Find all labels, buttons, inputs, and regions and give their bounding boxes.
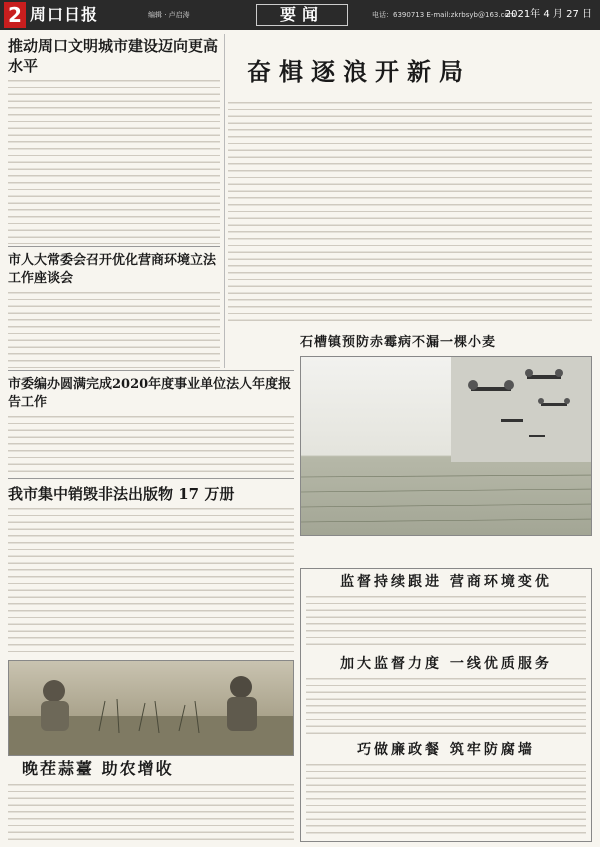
service-title: 加大监督力度 一线优质服务 — [340, 656, 552, 672]
drone-illustration — [301, 357, 592, 536]
garlic-harvest-photo — [8, 660, 294, 756]
page-number: 2 — [4, 2, 26, 28]
article-body — [8, 78, 220, 244]
edition-meta: 编辑 · 卢启涛 — [148, 11, 190, 19]
article-npc-seminar — [8, 250, 220, 368]
integrity-title: 巧做廉政餐 筑牢防腐墙 — [357, 742, 535, 758]
garlic-title: 晚茬蒜薹 助农增收 — [22, 759, 174, 778]
drone-spraying-photo — [300, 356, 592, 536]
article-title: 市人大常委会召开优化营商环境立法工作座谈会 — [8, 253, 217, 286]
article-body — [8, 414, 294, 474]
drone-photo-title: 石槽镇预防赤霉病不漏一棵小麦 — [300, 335, 497, 350]
hotline: 电话：6390713 E-mail:zkrbsyb@163.com — [372, 11, 516, 19]
supervision-body — [306, 594, 586, 650]
divider — [8, 370, 294, 371]
article-anti-illegal-publications — [8, 482, 294, 658]
article-title: 推动周口文明城市建设迈向更高水平 — [8, 37, 219, 75]
divider — [8, 246, 220, 247]
article-title: 我市集中销毁非法出版物 17 万册 — [8, 485, 235, 503]
publication-date: 2021年 4 月 27 日 — [504, 9, 592, 20]
article-civilized-city — [8, 34, 220, 244]
garlic-harvest-illustration — [9, 661, 294, 756]
supervision-title: 监督持续跟进 营商环境变优 — [340, 574, 552, 590]
article-body — [8, 506, 294, 652]
main-feature-body — [228, 100, 592, 326]
article-body — [8, 290, 220, 368]
divider — [8, 478, 294, 479]
article-title: 市委编办圆满完成2020年度事业单位法人年度报告工作 — [8, 377, 292, 410]
main-feature-title: 奋楫逐浪开新局 — [247, 57, 471, 86]
service-body — [306, 676, 586, 736]
paper-name: 周口日报 — [30, 5, 99, 24]
integrity-body — [306, 762, 586, 838]
article-party-inspection — [8, 374, 294, 474]
garlic-caption — [8, 782, 294, 840]
masthead — [0, 0, 600, 30]
column-divider — [224, 34, 225, 368]
section-title: 要闻 — [256, 4, 348, 26]
